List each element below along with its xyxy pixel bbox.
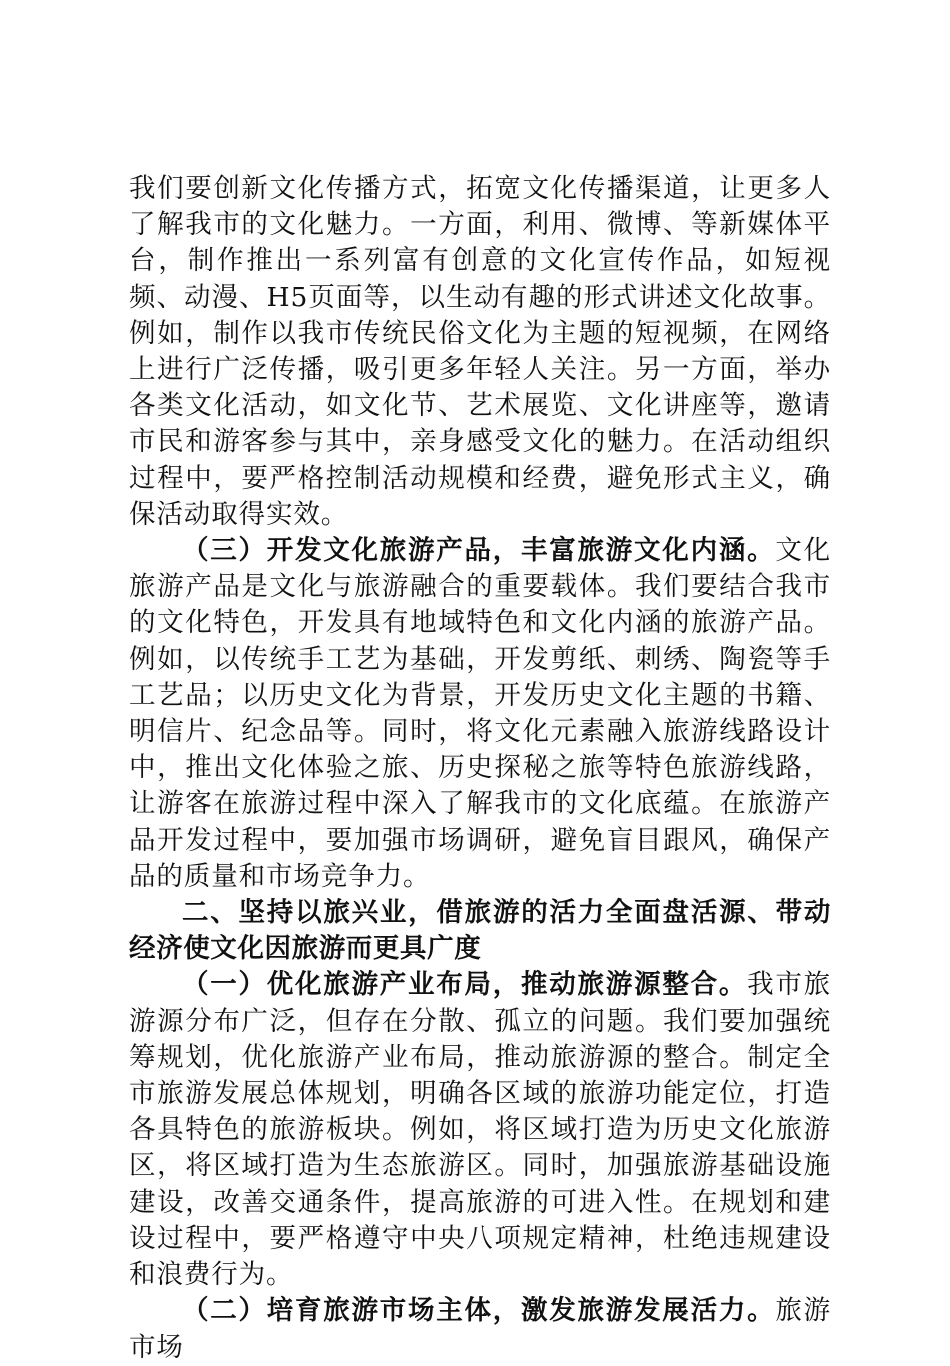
paragraph-lead: （三）开发文化旅游产品，丰富旅游文化内涵。: [182, 535, 776, 567]
paragraph-tourism-market: [129, 1293, 831, 1365]
paragraph-lead: （一）优化旅游产业布局，推动旅游源整合。: [182, 969, 748, 1001]
paragraph-text: 我们要创新文化传播方式，拓宽文化传播渠道，让更多人了解我市的文化魅力。一方面，利用、微博、等新媒体平台，制作推出一系列富有创意的文化宣传作品，如短视频、动漫、H5页面等，以生动有趣的形式讲述文化故事。例如，制作以我市传统民俗文化为主题的短视频，在网络上进行广泛传播，吸引更多年轻人关注。另一方面，举办各类文化活动，如文化节、艺术展览、文化讲座等，邀请市民和游客参与其中，亲身感受文化的魅力。在活动组织过程中，要严格控制活动规模和经费，避免形式主义，确保活动取得实效。: [129, 173, 831, 530]
paragraph-cultural-communication: [129, 171, 831, 533]
paragraph-tourism-layout: [129, 967, 831, 1293]
paragraph-text: 文化旅游产品是文化与旅游融合的重要载体。我们要结合我市的文化特色，开发具有地域特色和文化内涵的旅游产品。例如，以传统手工艺为基础，开发剪纸、刺绣、陶瓷等手工艺品；以历史文化为背景，开发历史文化主题的书籍、明信片、纪念品等。同时，将文化元素融入旅游线路设计中，推出文化体验之旅、历史探秘之旅等特色旅游线路，让游客在旅游过程中深入了解我市的文化底蕴。在旅游产品开发过程中，要加强市场调研，避免盲目跟风，确保产品的质量和市场竞争力。: [129, 535, 831, 892]
paragraph-lead: （二）培育旅游市场主体，激发旅游发展活力。: [182, 1295, 776, 1327]
paragraph-text: 旅游市场: [129, 1295, 831, 1363]
document-body: [129, 171, 831, 1366]
paragraph-cultural-tourism-products: [129, 533, 831, 895]
paragraph-text: 我市旅游源分布广泛，但存在分散、孤立的问题。我们要加强统筹规划，优化旅游产业布局，推动旅游源的整合。制定全市旅游发展总体规划，明确各区域的旅游功能定位，打造各具特色的旅游板块。例如，将区域打造为历史文化旅游区，将区域打造为生态旅游区。同时，加强旅游基础设施建设，改善交通条件，提高旅游的可进入性。在规划和建设过程中，要严格遵守中央八项规定精神，杜绝违规建设和浪费行为。: [129, 969, 832, 1291]
section-heading-two: 二、坚持以旅兴业，借旅游的活力全面盘活源、带动经济使文化因旅游而更具广度: [129, 897, 831, 965]
